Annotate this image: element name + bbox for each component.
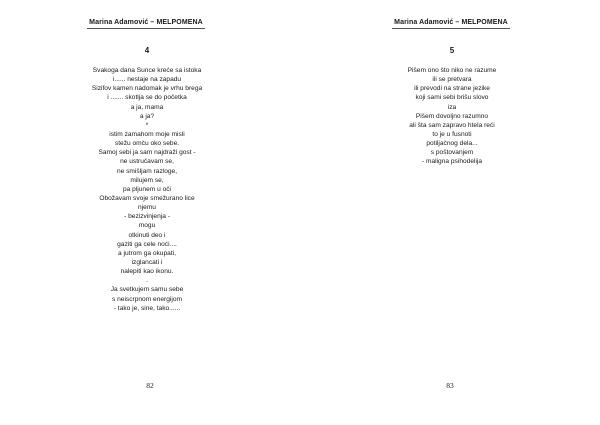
poem-line: nalepiti kao ikonu. — [120, 268, 174, 276]
poem-line: - bezizvinjenja - — [124, 213, 170, 221]
poem-line: Samoj sebi ja sam najdraži gost - — [98, 149, 196, 157]
poem-line: Pišem ono što niko ne razume — [407, 67, 497, 74]
poem-line: istim zamahom moje misli — [109, 130, 185, 138]
poem-line: Pišem dovoljno razumno — [415, 112, 489, 120]
poem-line: njemu — [138, 204, 156, 212]
poem-body — [0, 66, 297, 313]
poem-line: s neiscrpnom energijom — [112, 295, 182, 303]
poem-line: iza — [447, 103, 457, 111]
page-number: 83 — [446, 381, 454, 390]
poem-line: i ....... skotlja se do početka — [107, 94, 187, 102]
poem-line: - tako je, sine, tako...... — [113, 304, 181, 312]
poem-line: ne ustručavam se, — [120, 158, 174, 166]
poem-line: potiljačnog dela... — [426, 140, 478, 148]
poem-line: a ja? — [139, 112, 155, 120]
poem-line: - maligna psihodelija — [421, 158, 483, 166]
running-header: Marina Adamović – MELPOMENA — [0, 19, 296, 29]
page-number: 82 — [146, 381, 154, 390]
poem-line: milujem se, — [130, 176, 164, 184]
poem-line: stežu omču oko sebe. — [114, 140, 180, 148]
poem-line: . — [146, 277, 148, 285]
poem-number: 4 — [144, 46, 150, 55]
poem-line: ne smišljam razloge, — [116, 167, 178, 175]
poem-line: to je u fusnoti — [432, 130, 472, 138]
poem-line: pa pljunem u oči — [122, 185, 172, 193]
poem-line: i...... nestaje na zapadu — [112, 76, 182, 84]
poem-line: gaziti ga cele noći.... — [117, 240, 177, 248]
poem-line: Ja svetkujem samu sebe — [110, 286, 184, 294]
poem-line: Obožavam svoje smežurano lice — [99, 194, 195, 202]
running-header: Marina Adamović – MELPOMENA — [301, 19, 600, 29]
poem-line: ili prevodi na strane jezike — [414, 85, 490, 93]
poem-line: Svakoga dana Sunce kreće sa istoka — [92, 67, 202, 74]
poem-line: * — [145, 121, 149, 129]
poem-line: ali šta sam zapravo htela reći — [409, 121, 495, 129]
poem-line: otkinuti deo i — [128, 231, 166, 239]
poem-line: koji sami sebi brišu slovo — [415, 94, 489, 102]
poem-line: izglancati i — [131, 258, 163, 266]
poem-number: 5 — [449, 46, 455, 55]
poem-line: s poštovanjem — [430, 149, 474, 157]
poem-line: Sizifov kamen nadomak je vrhu brega — [91, 85, 203, 93]
right-page — [300, 0, 600, 425]
poem-body — [302, 66, 600, 167]
poem-line: a jutrom ga okupati, — [118, 249, 176, 257]
poem-line: mogu — [138, 222, 156, 230]
poem-line: a ja, mama — [130, 103, 164, 111]
poem-line: ili se pretvara — [432, 76, 472, 84]
